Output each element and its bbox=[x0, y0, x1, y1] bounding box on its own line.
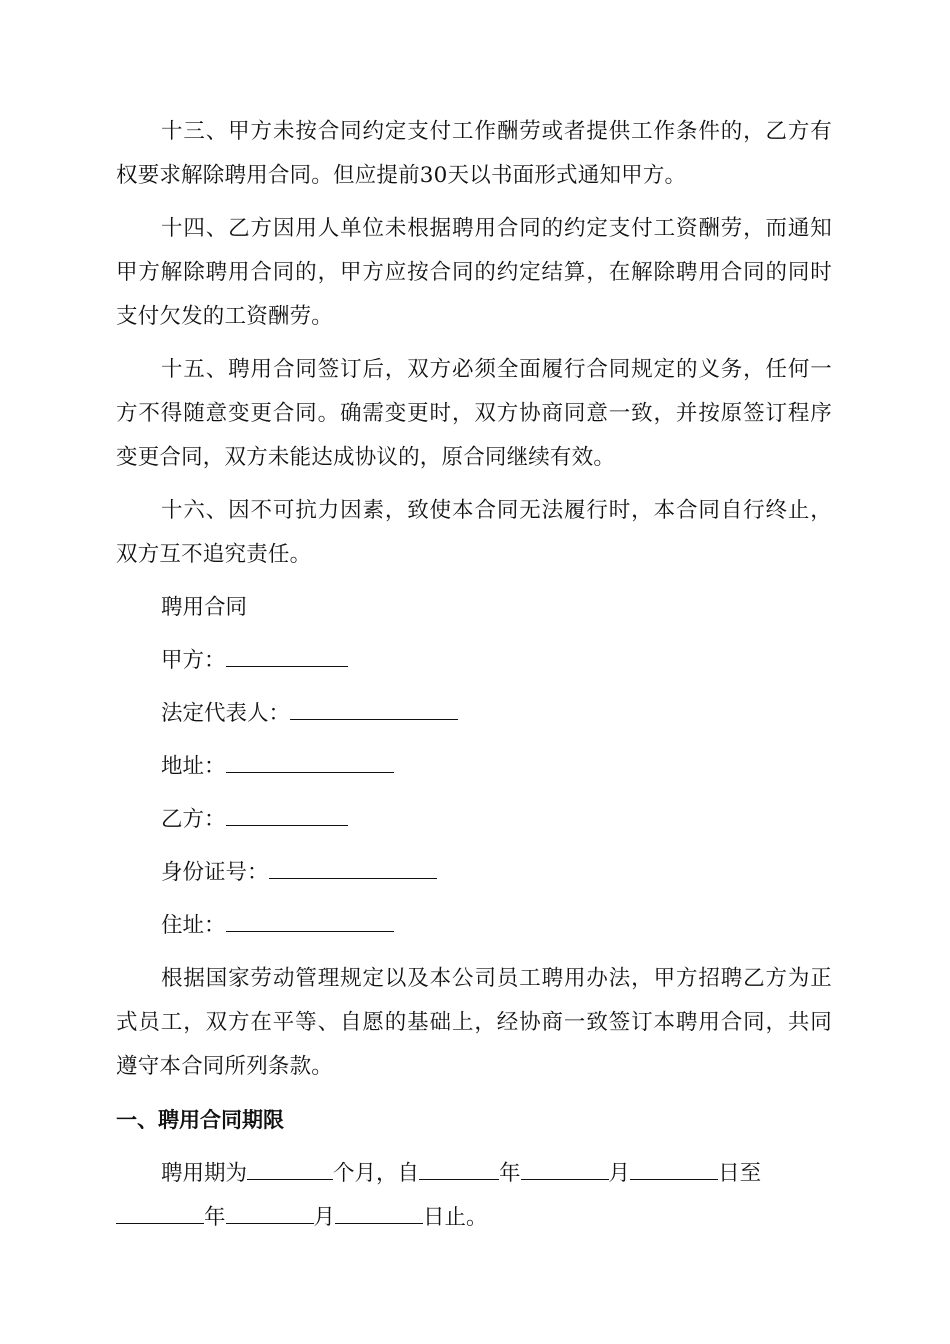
end-day-blank bbox=[335, 1205, 423, 1224]
term-text: 月 bbox=[608, 1161, 631, 1186]
party-b-label: 乙方： bbox=[161, 807, 226, 832]
clause-15: 十五、聘用合同签订后，双方必须全面履行合同规定的义务，任何一方不得随意变更合同。确需变更时，双方协商同意一致，并按原签订程序变更合同，双方未能达成协议的，原合同继续有效。 bbox=[116, 357, 832, 470]
residence-label: 住址： bbox=[161, 913, 226, 938]
term-text: 年 bbox=[499, 1161, 521, 1186]
clause-13: 十三、甲方未按合同约定支付工作酬劳或者提供工作条件的，乙方有权要求解除聘用合同。但应提前30天以书面形式通知甲方。 bbox=[116, 119, 832, 188]
end-year-blank bbox=[116, 1205, 204, 1224]
party-b-blank bbox=[226, 807, 348, 826]
id-number-label: 身份证号： bbox=[161, 860, 269, 885]
address-blank bbox=[226, 754, 394, 773]
legal-rep-blank bbox=[290, 701, 458, 720]
months-blank bbox=[247, 1161, 333, 1180]
start-month-blank bbox=[521, 1161, 609, 1180]
section-1-heading: 一、聘用合同期限 bbox=[116, 1108, 284, 1132]
preamble: 根据国家劳动管理规定以及本公司员工聘用办法，甲方招聘乙方为正式员工，双方在平等、自愿的基础上，经协商一致签订本聘用合同，共同遵守本合同所列条款。 bbox=[116, 966, 832, 1079]
party-a-blank bbox=[226, 648, 348, 667]
legal-rep-field bbox=[116, 692, 832, 745]
start-day-blank bbox=[630, 1161, 718, 1180]
id-number-field bbox=[116, 851, 832, 904]
clause-16: 十六、因不可抗力因素，致使本合同无法履行时，本合同自行终止，双方互不追究责任。 bbox=[116, 498, 832, 567]
address-field bbox=[116, 745, 832, 798]
residence-field bbox=[116, 904, 832, 957]
section-1-term bbox=[116, 1152, 832, 1240]
legal-rep-label: 法定代表人： bbox=[161, 701, 291, 726]
term-text: 年 bbox=[204, 1205, 226, 1230]
term-text: 日至 bbox=[718, 1161, 762, 1186]
residence-blank bbox=[226, 913, 394, 932]
clause-14: 十四、乙方因用人单位未根据聘用合同的约定支付工资酬劳，而通知甲方解除聘用合同的，甲方应按合同的约定结算，在解除聘用合同的同时支付欠发的工资酬劳。 bbox=[116, 216, 832, 329]
start-year-blank bbox=[419, 1161, 499, 1180]
term-text: 个月，自 bbox=[333, 1161, 420, 1186]
term-text: 日止。 bbox=[423, 1205, 488, 1230]
term-text: 月 bbox=[313, 1205, 336, 1230]
address-label: 地址： bbox=[161, 754, 226, 779]
id-number-blank bbox=[269, 860, 437, 879]
end-month-blank bbox=[226, 1205, 314, 1224]
party-a-label: 甲方： bbox=[161, 648, 226, 673]
contract-title: 聘用合同 bbox=[161, 595, 248, 620]
party-b-field bbox=[116, 798, 832, 851]
term-text: 聘用期为 bbox=[161, 1161, 248, 1186]
document-page bbox=[116, 110, 832, 1240]
party-a-field bbox=[116, 639, 832, 692]
